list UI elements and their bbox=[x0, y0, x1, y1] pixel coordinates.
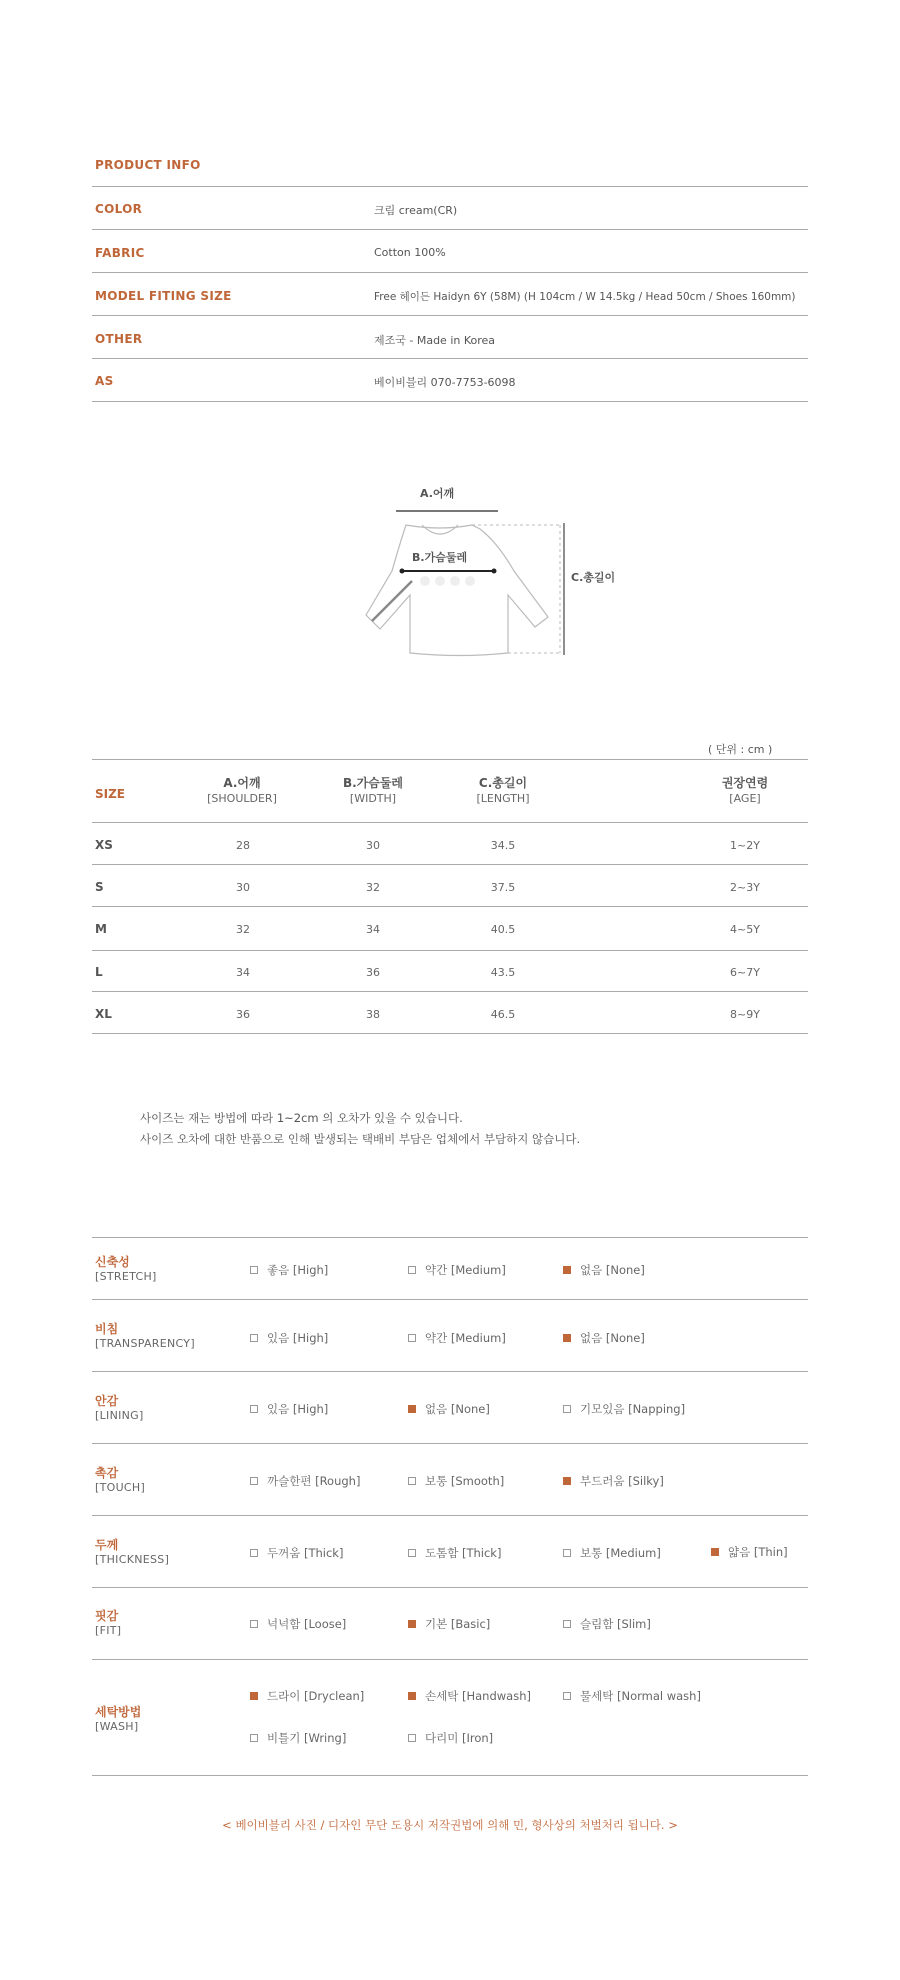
material-sub-thickness: [THICKNESS] bbox=[95, 1553, 170, 1566]
checkbox-icon bbox=[408, 1734, 416, 1742]
option-label: 기본 [Basic] bbox=[425, 1617, 491, 1631]
checkbox-icon bbox=[250, 1334, 258, 1342]
decor-dot bbox=[465, 576, 475, 586]
material-sub-transparency: [TRANSPARENCY] bbox=[95, 1337, 195, 1350]
length-label: C.총길이 bbox=[571, 571, 616, 584]
option-wash-normal bbox=[563, 1688, 701, 1704]
divider bbox=[92, 759, 808, 760]
material-sub-touch: [TOUCH] bbox=[95, 1481, 146, 1494]
divider bbox=[92, 315, 808, 316]
size-note: 사이즈 오차에 대한 반품으로 인해 발생되는 택배비 부담은 업체에서 부담하지 않습니다. bbox=[140, 1132, 581, 1146]
checkbox-icon bbox=[250, 1477, 258, 1485]
checkbox-icon bbox=[250, 1266, 258, 1274]
material-sub-lining: [LINING] bbox=[95, 1409, 144, 1422]
col-sub-age: [AGE] bbox=[729, 792, 761, 805]
checkbox-checked-icon bbox=[711, 1548, 719, 1556]
size-cell: 32 bbox=[366, 881, 380, 894]
option-stretch-medium bbox=[408, 1262, 506, 1278]
col-sub-length: [LENGTH] bbox=[476, 792, 530, 805]
size-row-label: L bbox=[95, 965, 103, 979]
info-value-fabric: Cotton 100% bbox=[374, 246, 446, 259]
checkbox-icon bbox=[250, 1549, 258, 1557]
divider bbox=[92, 1371, 808, 1372]
divider bbox=[92, 864, 808, 865]
chest-measure-end bbox=[400, 569, 405, 574]
size-cell: 43.5 bbox=[490, 966, 516, 979]
divider bbox=[92, 1587, 808, 1588]
divider bbox=[92, 991, 808, 992]
option-touch-rough bbox=[250, 1473, 360, 1489]
size-cell: 1~2Y bbox=[730, 839, 760, 852]
material-title-wash: 세탁방법 bbox=[95, 1705, 142, 1719]
size-cell: 36 bbox=[236, 1008, 250, 1021]
divider bbox=[92, 1237, 808, 1238]
option-label: 없음 [None] bbox=[425, 1402, 490, 1416]
divider bbox=[92, 186, 808, 187]
info-label-color: COLOR bbox=[95, 202, 143, 216]
checkbox-checked-icon bbox=[563, 1334, 571, 1342]
option-wash-dryclean bbox=[250, 1688, 364, 1704]
option-transparency-medium bbox=[408, 1330, 506, 1346]
checkbox-icon bbox=[250, 1734, 258, 1742]
material-title-thickness: 두께 bbox=[95, 1538, 119, 1552]
size-row-label: S bbox=[95, 880, 104, 894]
col-header-shoulder: A.어깨 bbox=[223, 776, 261, 790]
divider bbox=[92, 1515, 808, 1516]
size-cell: 34 bbox=[236, 966, 250, 979]
option-thickness-thin bbox=[711, 1544, 788, 1560]
option-label: 좋음 [High] bbox=[267, 1263, 329, 1277]
option-label: 물세탁 [Normal wash] bbox=[580, 1689, 701, 1703]
size-row-label: XS bbox=[95, 838, 113, 852]
checkbox-icon bbox=[250, 1620, 258, 1628]
size-cell: 30 bbox=[236, 881, 250, 894]
option-label: 기모있음 [Napping] bbox=[580, 1402, 686, 1416]
material-sub-fit: [FIT] bbox=[95, 1624, 122, 1637]
option-label: 보통 [Smooth] bbox=[425, 1474, 505, 1488]
option-label: 손세탁 [Handwash] bbox=[425, 1689, 531, 1703]
size-cell: 46.5 bbox=[490, 1008, 516, 1021]
garment-size-diagram bbox=[330, 485, 650, 665]
option-label: 도톰함 [Thick] bbox=[425, 1546, 502, 1560]
info-value-as: 베이비블리 070-7753-6098 bbox=[374, 376, 516, 389]
checkbox-icon bbox=[408, 1266, 416, 1274]
unit-label: ( 단위 : cm ) bbox=[708, 743, 773, 756]
product-info-title: PRODUCT INFO bbox=[95, 158, 201, 172]
checkbox-icon bbox=[563, 1405, 571, 1413]
option-label: 얇음 [Thin] bbox=[728, 1545, 788, 1559]
checkbox-icon bbox=[563, 1692, 571, 1700]
size-cell: 2~3Y bbox=[730, 881, 760, 894]
option-thickness-thick bbox=[250, 1545, 343, 1561]
divider bbox=[92, 1443, 808, 1444]
copyright-notice: < 베이비블리 사진 / 디자인 무단 도용시 저작권법에 의해 민, 형사상의 처벌처리 됩니다. > bbox=[222, 1818, 678, 1832]
tshirt-outline bbox=[366, 525, 548, 656]
chest-label: B.가슴둘레 bbox=[412, 551, 468, 564]
material-sub-wash: [WASH] bbox=[95, 1720, 139, 1733]
checkbox-icon bbox=[250, 1405, 258, 1413]
divider bbox=[92, 358, 808, 359]
checkbox-checked-icon bbox=[408, 1692, 416, 1700]
option-label: 넉넉함 [Loose] bbox=[267, 1617, 347, 1631]
option-wash-iron bbox=[408, 1730, 493, 1746]
option-fit-loose bbox=[250, 1616, 346, 1632]
info-value-model-size: Free 헤이든 Haidyn 6Y (58M) (H 104cm / W 14.5kg / Head 50cm / Shoes 160mm) bbox=[374, 291, 796, 303]
size-cell: 40.5 bbox=[490, 923, 516, 936]
size-row-label: XL bbox=[95, 1007, 112, 1021]
checkbox-checked-icon bbox=[408, 1405, 416, 1413]
size-cell: 32 bbox=[236, 923, 250, 936]
col-header-age: 권장연령 bbox=[721, 776, 769, 790]
size-cell: 4~5Y bbox=[730, 923, 760, 936]
material-title-transparency: 비침 bbox=[95, 1322, 119, 1336]
size-cell: 6~7Y bbox=[730, 966, 760, 979]
option-label: 부드러움 [Silky] bbox=[580, 1474, 664, 1488]
checkbox-checked-icon bbox=[250, 1692, 258, 1700]
checkbox-icon bbox=[563, 1620, 571, 1628]
checkbox-checked-icon bbox=[563, 1266, 571, 1274]
option-label: 있음 [High] bbox=[267, 1331, 329, 1345]
option-fit-slim bbox=[563, 1616, 651, 1632]
decor-dot bbox=[435, 576, 445, 586]
option-transparency-high bbox=[250, 1330, 328, 1346]
option-label: 있음 [High] bbox=[267, 1402, 329, 1416]
checkbox-checked-icon bbox=[408, 1620, 416, 1628]
option-lining-none bbox=[408, 1401, 490, 1417]
option-wash-wring bbox=[250, 1730, 346, 1746]
material-title-stretch: 신축성 bbox=[95, 1255, 130, 1269]
option-wash-handwash bbox=[408, 1688, 531, 1704]
size-cell: 34.5 bbox=[490, 839, 516, 852]
option-label: 드라이 [Dryclean] bbox=[267, 1689, 365, 1703]
divider bbox=[92, 1299, 808, 1300]
divider bbox=[92, 950, 808, 951]
size-cell: 34 bbox=[366, 923, 380, 936]
material-title-touch: 촉감 bbox=[95, 1466, 119, 1480]
col-sub-shoulder: [SHOULDER] bbox=[207, 792, 277, 805]
info-value-color: 크림 cream(CR) bbox=[374, 204, 458, 217]
size-cell: 30 bbox=[366, 839, 380, 852]
info-label-fabric: FABRIC bbox=[95, 246, 145, 260]
option-label: 보통 [Medium] bbox=[580, 1546, 661, 1560]
checkbox-icon bbox=[408, 1334, 416, 1342]
option-transparency-none bbox=[563, 1330, 645, 1346]
decor-dot bbox=[420, 576, 430, 586]
option-stretch-high bbox=[250, 1262, 328, 1278]
size-header: SIZE bbox=[95, 787, 126, 801]
size-cell: 37.5 bbox=[490, 881, 516, 894]
option-touch-silky bbox=[563, 1473, 664, 1489]
option-label: 비틀기 [Wring] bbox=[267, 1731, 347, 1745]
option-label: 까슬한편 [Rough] bbox=[267, 1474, 361, 1488]
col-header-width: B.가슴둘레 bbox=[342, 776, 404, 790]
divider bbox=[92, 822, 808, 823]
info-value-other: 제조국 - Made in Korea bbox=[374, 334, 496, 347]
option-thickness-plump bbox=[408, 1545, 501, 1561]
checkbox-icon bbox=[563, 1549, 571, 1557]
option-label: 없음 [None] bbox=[580, 1331, 645, 1345]
col-header-length: C.총길이 bbox=[478, 776, 528, 790]
info-label-other: OTHER bbox=[95, 332, 143, 346]
divider bbox=[92, 1775, 808, 1776]
info-label-model-size: MODEL FITING SIZE bbox=[95, 289, 232, 303]
size-cell: 28 bbox=[236, 839, 250, 852]
size-cell: 38 bbox=[366, 1008, 380, 1021]
shoulder-label: A.어깨 bbox=[420, 487, 455, 500]
size-cell: 8~9Y bbox=[730, 1008, 760, 1021]
option-stretch-none bbox=[563, 1262, 645, 1278]
material-title-lining: 안감 bbox=[95, 1394, 119, 1408]
checkbox-icon bbox=[408, 1477, 416, 1485]
option-label: 다리미 [Iron] bbox=[425, 1731, 494, 1745]
info-label-as: AS bbox=[95, 374, 114, 388]
divider bbox=[92, 272, 808, 273]
option-touch-smooth bbox=[408, 1473, 504, 1489]
checkbox-checked-icon bbox=[563, 1477, 571, 1485]
option-label: 없음 [None] bbox=[580, 1263, 645, 1277]
option-label: 슬림함 [Slim] bbox=[580, 1617, 651, 1631]
divider bbox=[92, 1033, 808, 1034]
divider bbox=[92, 401, 808, 402]
decor-dot bbox=[450, 576, 460, 586]
size-cell: 36 bbox=[366, 966, 380, 979]
col-sub-width: [WIDTH] bbox=[349, 792, 397, 805]
material-title-fit: 핏감 bbox=[95, 1609, 119, 1623]
material-sub-stretch: [STRETCH] bbox=[95, 1270, 157, 1283]
option-thickness-medium bbox=[563, 1545, 661, 1561]
checkbox-icon bbox=[408, 1549, 416, 1557]
size-row-label: M bbox=[95, 922, 107, 936]
option-label: 약간 [Medium] bbox=[425, 1331, 506, 1345]
option-lining-napping bbox=[563, 1401, 685, 1417]
chest-measure-end bbox=[492, 569, 497, 574]
option-lining-high bbox=[250, 1401, 328, 1417]
divider bbox=[92, 229, 808, 230]
size-note: 사이즈는 재는 방법에 따라 1~2cm 의 오차가 있을 수 있습니다. bbox=[140, 1111, 463, 1125]
option-fit-basic bbox=[408, 1616, 490, 1632]
divider bbox=[92, 1659, 808, 1660]
divider bbox=[92, 906, 808, 907]
option-label: 약간 [Medium] bbox=[425, 1263, 506, 1277]
option-label: 두꺼움 [Thick] bbox=[267, 1546, 344, 1560]
